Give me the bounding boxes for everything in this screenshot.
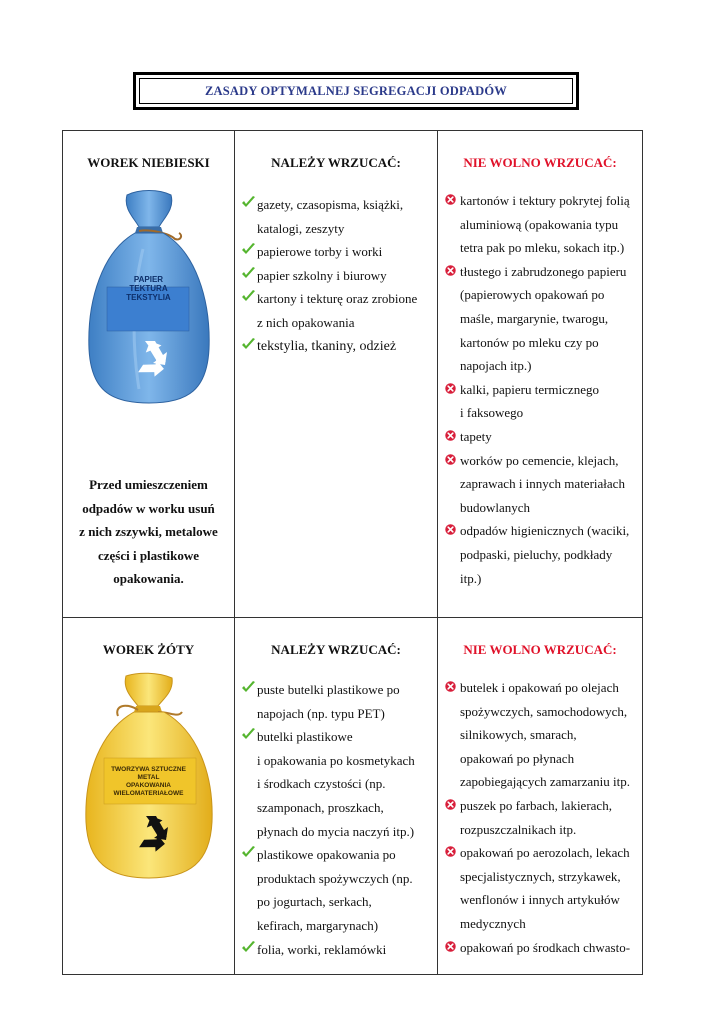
list-item: [237, 264, 431, 288]
list-item: [237, 843, 431, 867]
list-item: [440, 770, 638, 794]
list-item: [440, 723, 638, 747]
list-item: [440, 189, 638, 213]
list-item: [237, 867, 431, 891]
yellow-bag-name: WOREK ŻÓTY: [102, 642, 195, 657]
yellow-label-line: TWORZYWA SZTUCZNE: [111, 766, 186, 773]
cross-circle-icon: [445, 454, 456, 465]
list-item-text: (papierowych opakowań po: [460, 287, 605, 303]
blue-label-line: TEKTURA: [129, 284, 168, 293]
list-item: [237, 311, 431, 335]
cross-circle-icon: [445, 265, 456, 276]
list-item: [440, 747, 638, 771]
list-item-text: podpaski, pieluchy, podkłady: [460, 546, 613, 562]
list-item-text: butelek i opakowań po olejach: [460, 680, 619, 695]
note-line: z nich zszywki, metalowe: [79, 524, 218, 540]
list-item-text: zapobiegających zamarzaniu itp.: [460, 774, 630, 790]
yellow-forbidden-cell: [438, 618, 643, 975]
yellow-bag-label: [63, 760, 234, 812]
list-item: [440, 567, 638, 591]
blue-allowed-cell: [235, 131, 438, 618]
list-item-text: i faksowego: [460, 405, 524, 421]
blue-label-line: TEKSTYLIA: [126, 293, 171, 302]
list-item: [440, 378, 638, 402]
check-icon: [241, 941, 256, 954]
list-item-text: po jogurtach, serkach,: [257, 894, 372, 910]
title-frame: [133, 72, 579, 110]
forbidden-heading: NIE WOLNO WRZUCAĆ:: [463, 642, 617, 657]
list-item: [440, 283, 638, 307]
list-item-text: kartonów i tektury pokrytej folią: [460, 193, 630, 208]
list-item-text: napojach itp.): [460, 358, 532, 374]
list-item: [440, 818, 638, 842]
list-item: [237, 820, 431, 844]
list-item-text: tłustego i zabrudzonego papieru: [460, 263, 627, 279]
cross-circle-icon: [445, 524, 456, 535]
list-item: [440, 865, 638, 889]
list-item: [440, 449, 638, 473]
list-item: [237, 193, 431, 217]
cross-circle-icon: [445, 430, 456, 441]
table-row: [63, 131, 643, 618]
list-item-text: budowlanych: [460, 499, 531, 515]
list-item: [440, 213, 638, 237]
list-item-text: worków po cemencie, klejach,: [460, 452, 619, 468]
list-item: [440, 401, 638, 425]
cross-circle-icon: [445, 681, 456, 692]
list-item-text: spożywczych, samochodowych,: [460, 703, 628, 719]
list-item: [237, 335, 431, 359]
list-item-text: tapety: [460, 428, 492, 444]
list-item: [440, 543, 638, 567]
list-item-text: gazety, czasopisma, książki,: [257, 197, 404, 212]
forbidden-list: [440, 189, 638, 590]
list-item-text: tekstylia, tkaniny, odzież: [257, 338, 397, 354]
list-item: [237, 749, 431, 773]
list-item-text: szamponach, proszkach,: [257, 799, 384, 815]
list-item: [440, 888, 638, 912]
cross-circle-icon: [445, 846, 456, 857]
note-line: opakowania.: [113, 571, 184, 587]
list-item-text: rozpuszczalnikach itp.: [460, 821, 577, 837]
list-item: [237, 678, 431, 702]
list-item: [440, 676, 638, 700]
check-icon: [241, 728, 256, 741]
list-item: [440, 519, 638, 543]
allowed-heading: NALEŻY WRZUCAĆ:: [271, 642, 401, 657]
check-icon: [241, 338, 256, 351]
list-item-text: specjalistycznych, strzykawek,: [460, 868, 621, 884]
list-item: [440, 307, 638, 331]
list-item: [440, 425, 638, 449]
blue-bag-name: WOREK NIEBIESKI: [87, 155, 210, 170]
list-item: [237, 217, 431, 241]
yellow-label-line: WIELOMATERIAŁOWE: [113, 790, 184, 797]
list-item-text: puszek po farbach, lakierach,: [460, 797, 612, 813]
list-item-text: opakowań po aerozolach, lekach: [460, 845, 630, 861]
list-item: [440, 472, 638, 496]
list-item-text: tetra pak po mleku, sokach itp.): [460, 240, 625, 256]
list-item-text: aluminiową (opakowania typu: [460, 216, 619, 232]
list-item-text: kartony i tekturę oraz zrobione: [257, 291, 418, 307]
check-icon: [241, 243, 256, 256]
list-item-text: kartonów po mleku czy po: [460, 334, 599, 350]
list-item: [440, 260, 638, 284]
list-item-text: papierowe torby i worki: [257, 244, 383, 260]
list-item-text: katalogi, zeszyty: [257, 220, 345, 236]
note-line: części i plastikowe: [97, 547, 200, 563]
blue-bag-note: [63, 473, 234, 591]
list-item: [237, 702, 431, 726]
yellow-label-line: METAL: [137, 774, 160, 781]
list-item-text: puste butelki plastikowe po: [257, 682, 400, 697]
list-item-text: papier szkolny i biurowy: [257, 267, 387, 283]
cross-circle-icon: [445, 941, 456, 952]
list-item: [440, 236, 638, 260]
list-item-text: opakowań po płynach: [460, 750, 575, 766]
check-icon: [241, 267, 256, 280]
list-item-text: silnikowych, smarach,: [460, 727, 577, 743]
list-item: [440, 700, 638, 724]
list-item: [237, 796, 431, 820]
check-icon: [241, 290, 256, 303]
list-item-text: plastikowe opakowania po: [257, 847, 396, 863]
list-item-text: butelki plastikowe: [257, 729, 353, 745]
list-item: [237, 240, 431, 264]
list-item-text: i opakowania po kosmetykach: [257, 752, 415, 768]
list-item-text: płynach do mycia naczyń itp.): [257, 823, 415, 839]
list-item: [440, 912, 638, 936]
allowed-list: [237, 193, 431, 358]
list-item-text: opakowań po środkach chwasto-: [460, 939, 631, 955]
list-item: [440, 936, 638, 960]
list-item: [237, 725, 431, 749]
cross-circle-icon: [445, 194, 456, 205]
list-item-text: wenflonów i innych artykułów: [460, 892, 620, 908]
list-item-text: medycznych: [460, 915, 526, 931]
list-item: [237, 938, 431, 962]
list-item: [440, 331, 638, 355]
list-item-text: produktach spożywczych (np.: [257, 870, 413, 886]
list-item-text: folia, worki, reklamówki: [257, 941, 387, 957]
list-item-text: z nich opakowania: [257, 314, 355, 330]
list-item: [237, 287, 431, 311]
check-icon: [241, 196, 256, 209]
list-item-text: kefirach, margarynach): [257, 917, 379, 933]
yellow-bag-cell: [63, 618, 235, 975]
list-item-text: maśle, margarynie, twarogu,: [460, 310, 609, 326]
segregation-table: [62, 130, 643, 975]
yellow-label-line: OPAKOWANIA: [125, 782, 172, 789]
list-item: [237, 890, 431, 914]
list-item-text: odpadów higienicznych (waciki,: [460, 523, 630, 539]
list-item: [440, 496, 638, 520]
list-item-text: kalki, papieru termicznego: [460, 381, 599, 397]
blue-bag-label: [63, 269, 234, 321]
cross-circle-icon: [445, 383, 456, 394]
list-item-text: i środkach czystości (np.: [257, 776, 386, 792]
forbidden-list: [440, 676, 638, 959]
allowed-list: [237, 678, 431, 961]
check-icon: [241, 681, 256, 694]
list-item: [237, 914, 431, 938]
allowed-heading: NALEŻY WRZUCAĆ:: [271, 155, 401, 170]
list-item: [440, 354, 638, 378]
note-line: odpadów w worku usuń: [82, 500, 215, 516]
list-item: [440, 841, 638, 865]
blue-bag-cell: [63, 131, 235, 618]
blue-label-line: PAPIER: [133, 275, 164, 284]
page-title: ZASADY OPTYMALNEJ SEGREGACJI ODPADÓW: [139, 78, 573, 104]
check-icon: [241, 846, 256, 859]
list-item: [237, 772, 431, 796]
list-item-text: zaprawach i innych materiałach: [460, 476, 625, 492]
table-row: [63, 618, 643, 975]
list-item-text: itp.): [460, 570, 482, 586]
yellow-allowed-cell: [235, 618, 438, 975]
list-item: [440, 794, 638, 818]
forbidden-heading: NIE WOLNO WRZUCAĆ:: [463, 155, 617, 170]
cross-circle-icon: [445, 799, 456, 810]
list-item-text: napojach (np. typu PET): [257, 705, 385, 721]
blue-forbidden-cell: [438, 131, 643, 618]
note-line: Przed umieszczeniem: [89, 477, 208, 492]
